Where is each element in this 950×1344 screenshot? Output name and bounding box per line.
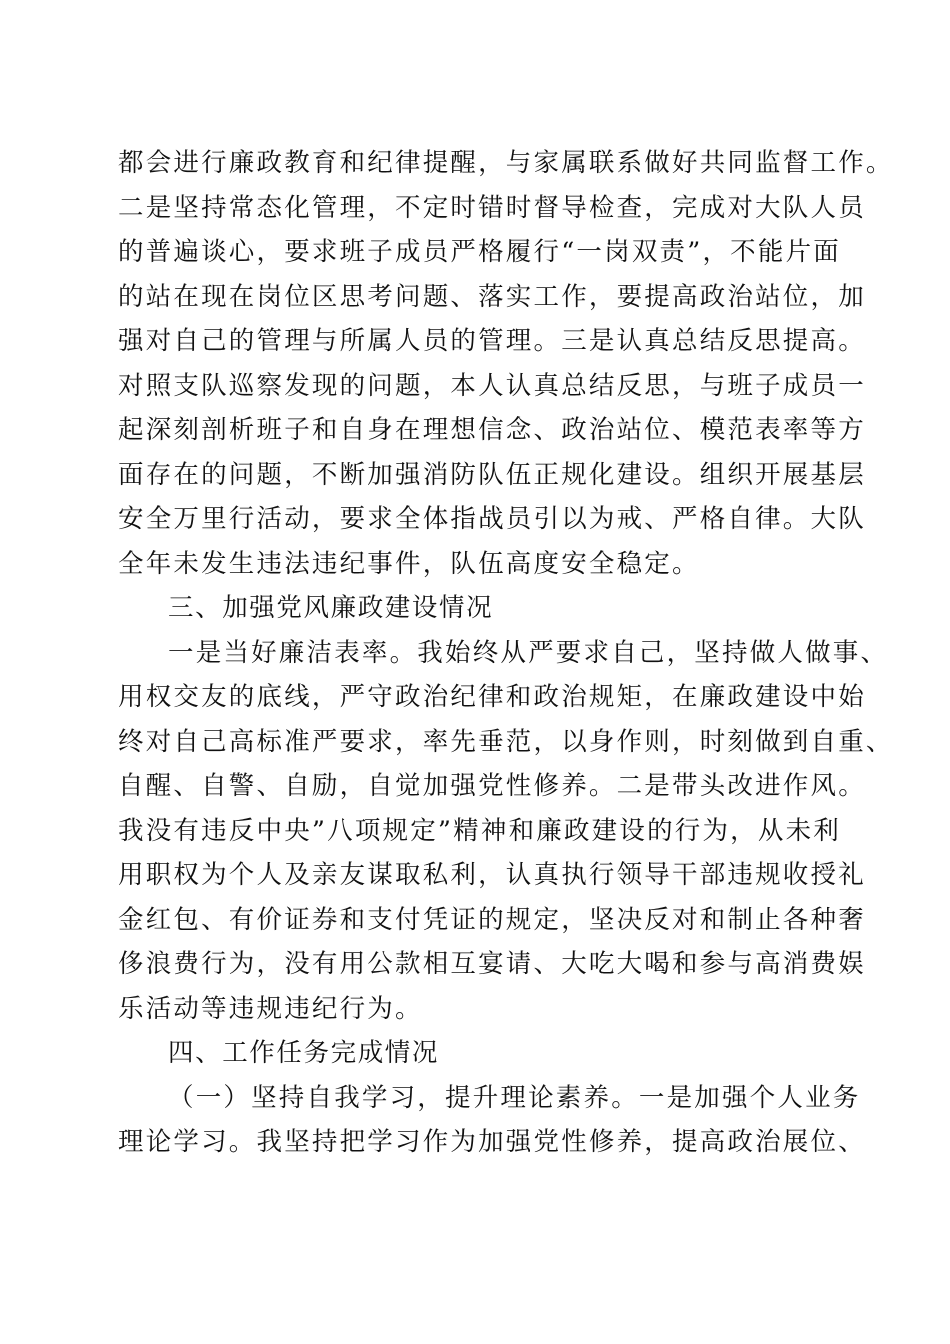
body-text-line: 对照支队巡察发现的问题，本人认真总结反思，与班子成员一 [118,371,866,401]
section-heading-3: 三、加强党风廉政建设情况 [168,593,494,623]
body-text-line: 理论学习。我坚持把学习作为加强党性修养，提高政治展位、 [118,1127,866,1157]
body-text-line: 强对自己的管理与所属人员的管理。三是认真总结反思提高。 [118,326,866,356]
body-text-line: 乐活动等违规违纪行为。 [118,994,423,1024]
paragraph-first-line: 一是当好廉洁表率。我始终从严要求自己，坚持做人做事、 [168,638,889,668]
body-text-line: 用权交友的底线，严守政治纪律和政治规矩，在廉政建设中始 [118,682,866,712]
body-text-line: 都会进行廉政教育和纪律提醒，与家属联系做好共同监督工作。 [118,148,894,178]
body-text-line: 全年未发生违法违纪事件，队伍高度安全稳定。 [118,549,700,579]
body-text-line: 用职权为个人及亲友谋取私利，认真执行领导干部违规收授礼 [118,860,866,890]
body-text-line: 自醒、自警、自励，自觉加强党性修养。二是带头改进作风。 [118,771,866,801]
body-text-line: 的普遍谈心，要求班子成员严格履行“一岗双责”，不能片面 [118,237,841,267]
body-text-line: 的站在现在岗位区思考问题、落实工作，要提高政治站位，加 [118,282,866,312]
body-text-line: 安全万里行活动，要求全体指战员引以为戒、严格自律。大队 [118,504,866,534]
body-text-line: 二是坚持常态化管理，不定时错时督导检查，完成对大队人员 [118,193,866,223]
section-heading-4: 四、工作任务完成情况 [168,1038,440,1068]
body-text-line: 起深刻剖析班子和自身在理想信念、政治站位、模范表率等方 [118,415,866,445]
body-text-line: 侈浪费行为，没有用公款相互宴请、大吃大喝和参与高消费娱 [118,949,866,979]
body-text-line: 终对自己高标准严要求，率先垂范，以身作则，时刻做到自重、 [118,727,894,757]
subsection-first-line: （一）坚持自我学习，提升理论素养。一是加强个人业务 [168,1083,861,1113]
body-text-line: 我没有违反中央”八项规定”精神和廉政建设的行为，从未利 [118,816,841,846]
body-text-line: 金红包、有价证券和支付凭证的规定，坚决反对和制止各种奢 [118,905,866,935]
body-text-line: 面存在的问题，不断加强消防队伍正规化建设。组织开展基层 [118,460,866,490]
